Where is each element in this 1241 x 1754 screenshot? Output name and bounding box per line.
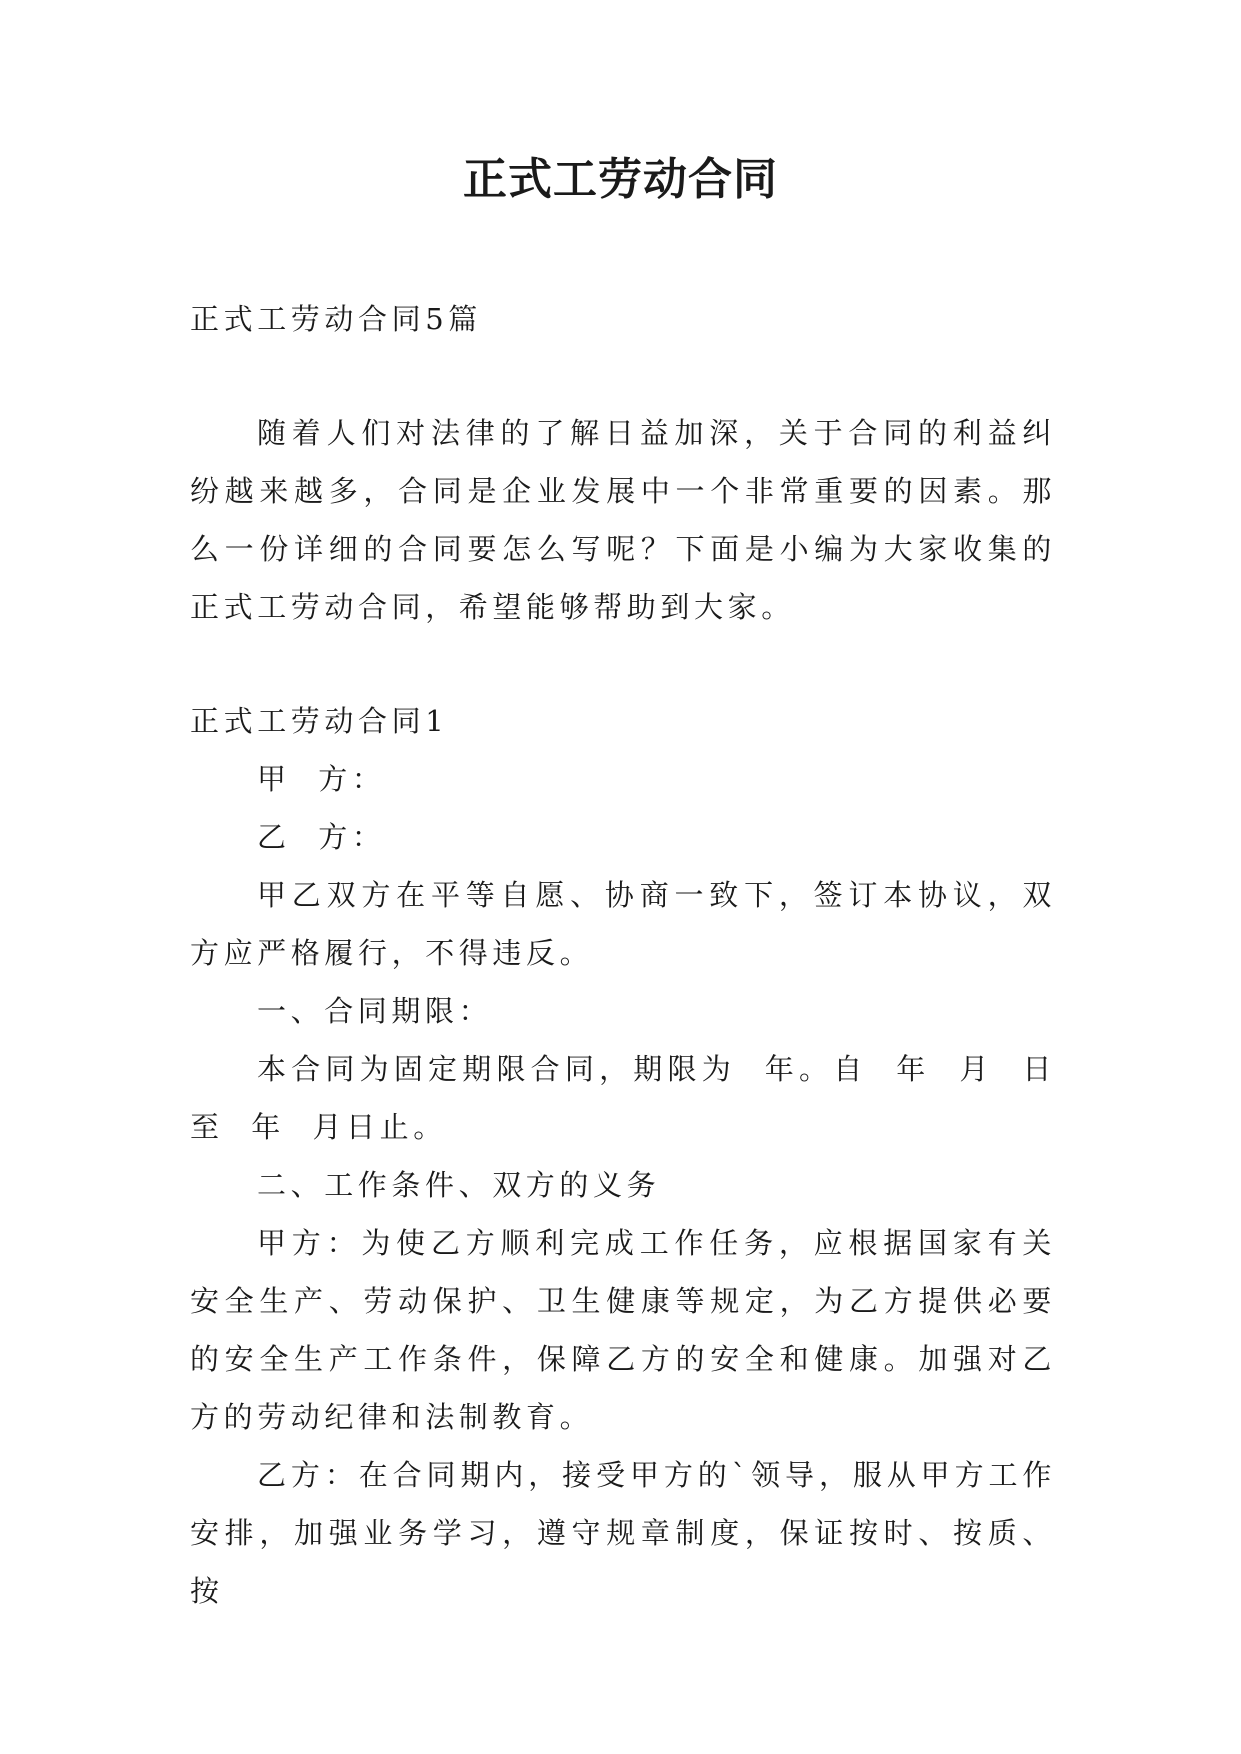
party-b-obligations: 乙方：在合同期内，接受甲方的`领导，服从甲方工作安排，加强业务学习，遵守规章制度，保证按时、按质、按 [190, 1458, 1056, 1608]
clause-heading-term: 一、合同期限： [257, 994, 493, 1028]
term-paragraph: 本合同为固定期限合同，期限为 年。自 年 月 日至 年 月日止。 [190, 1052, 1056, 1144]
section-heading: 正式工劳动合同1 [190, 704, 449, 738]
document-subtitle: 正式工劳动合同5篇 [190, 302, 482, 336]
clause-heading-conditions: 二、工作条件、双方的义务 [257, 1168, 661, 1202]
party-a-obligations: 甲方：为使乙方顺利完成工作任务，应根据国家有关安全生产、劳动保护、卫生健康等规定，为乙方提供必要的安全生产工作条件，保障乙方的安全和健康。加强对乙方的劳动纪律和法制教育。 [190, 1226, 1056, 1434]
party-a-line: 甲 方： [257, 762, 386, 796]
document-body [190, 290, 1056, 1620]
document-title: 正式工劳动合同 [463, 154, 778, 205]
agreement-paragraph: 甲乙双方在平等自愿、协商一致下，签订本协议，双方应严格履行，不得违反。 [190, 878, 1056, 970]
intro-paragraph: 随着人们对法律的了解日益加深，关于合同的利益纠纷越来越多，合同是企业发展中一个非常重要的因素。那么一份详细的合同要怎么写呢？下面是小编为大家收集的正式工劳动合同，希望能够帮助到大家。 [190, 416, 1056, 624]
party-b-line: 乙 方： [257, 820, 386, 854]
